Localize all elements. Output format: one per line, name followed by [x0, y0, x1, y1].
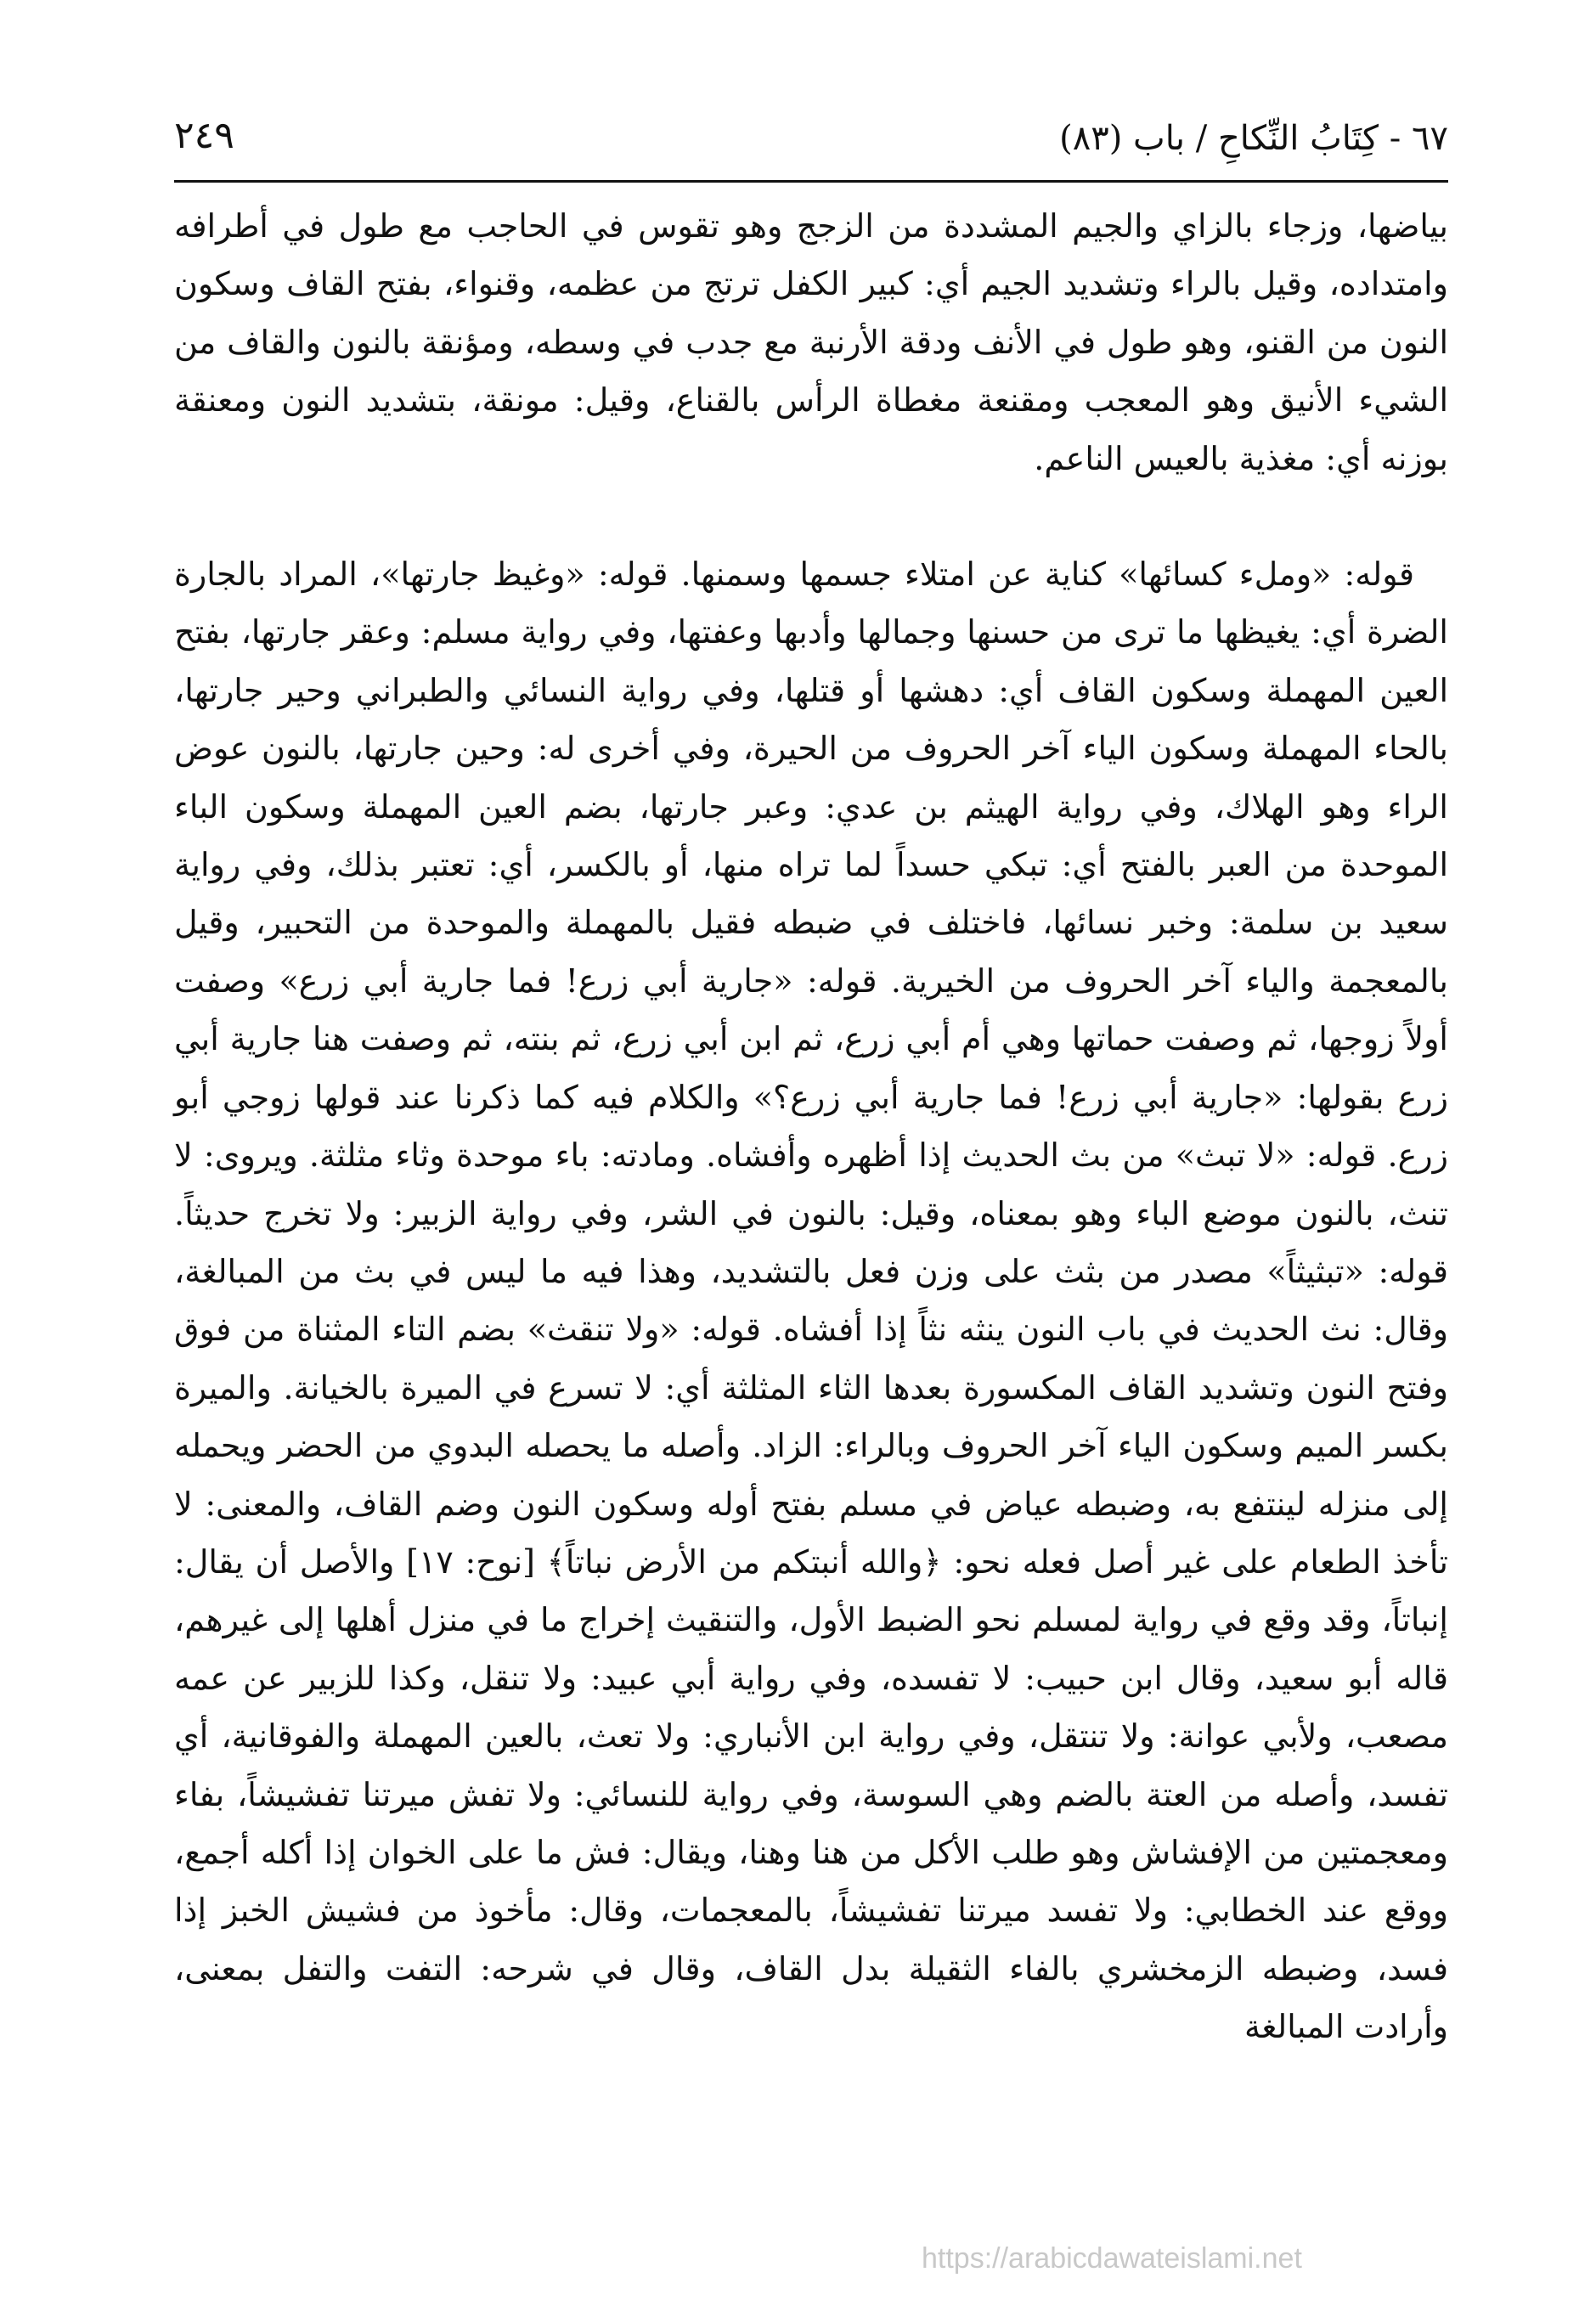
running-title: ٦٧ - كِتَابُ النِّكاحِ / باب (٨٣) [1059, 119, 1448, 158]
page-header [174, 104, 1448, 172]
page-number: ٢٤٩ [174, 114, 234, 157]
watermark-url: https://arabicdawateislami.net [922, 2242, 1302, 2275]
header-rule [174, 180, 1448, 183]
paragraph-1: بياضها، وزجاء بالزاي والجيم المشددة من الزجج وهو تقوس في الحاجب مع طول في أطرافه وامتداده، وقيل بالراء وتشديد الجيم أي: كبير الكفل ترتج من عظمه، وقنواء، بفتح القاف وسكون النون من القنو، وهو طول في الأنف ودقة الأرنبة مع جدب في وسطه، ومؤنقة بالنون والقاف من الشيء الأنيق وهو المعجب ومقنعة مغطاة الرأس بالقناع، وقيل: مونقة، بتشديد النون ومعنقة بوزنه أي: مغذية بالعيس الناعم. [174, 207, 1448, 477]
paragraph-2: قوله: «وملء كسائها» كناية عن امتلاء جسمها وسمنها. قوله: «وغيظ جارتها»، المراد بالجارة الضرة أي: يغيظها ما ترى من حسنها وجمالها وأدبها وعفتها، وفي رواية مسلم: وعقر جارتها، بفتح العين المهملة وسكون القاف أي: دهشها أو قتلها، وفي رواية النسائي والطبراني وحير جارتها، بالحاء المهملة وسكون الياء آخر الحروف من الحيرة، وفي أخرى له: وحين جارتها، بالنون عوض الراء وهو الهلاك، وفي رواية الهيثم بن عدي: وعبر جارتها، بضم العين المهملة وسكون الباء الموحدة من العبر بالفتح أي: تبكي حسداً لما تراه منها، أو بالكسر، أي: تعتبر بذلك، وفي رواية سعيد بن سلمة: وخبر نسائها، فاختلف في ضبطه فقيل بالمهملة والموحدة من التحبير، وقيل بالمعجمة والياء آخر الحروف من الخيرية. قوله: «جارية أبي زرع! فما جارية أبي زرع» وصفت أولاً زوجها، ثم وصفت حماتها وهي أم أبي زرع، ثم ابن أبي زرع، ثم بنته، ثم وصفت هنا جارية أبي زرع بقولها: «جارية أبي زرع! فما جارية أبي زرع؟» والكلام فيه كما ذكرنا عند قولها زوجي أبو زرع. قوله: «لا تبث» من بث الحديث إذا أظهره وأفشاه. ومادته: باء موحدة وثاء مثلثة. ويروى: لا تنث، بالنون موضع الباء وهو بمعناه، وقيل: بالنون في الشر، وفي رواية الزبير: ولا تخرج حديثاً. قوله: «تبثيثاً» مصدر من بثث على وزن فعل بالتشديد، وهذا فيه ما ليس في بث من المبالغة، وقال: نث الحديث في باب النون ينثه نثاً إذا أفشاه. قوله: «ولا تنقث» بضم التاء المثناة من فوق وفتح النون وتشديد القاف المكسورة بعدها الثاء المثلثة أي: لا تسرع في الميرة بالخيانة. والميرة بكسر الميم وسكون الياء آخر الحروف وبالراء: الزاد. وأصله ما يحصله البدوي من الحضر ويحمله إلى منزله لينتفع به، وضبطه عياض في مسلم بفتح أوله وسكون النون وضم القاف، والمعنى: لا تأخذ الطعام على غير أصل فعله نحو: ﴿والله أنبتكم من الأرض نباتاً﴾ [نوح: ١٧] والأصل أن يقال: إنباتاً، وقد وقع في رواية لمسلم نحو الضبط الأول، والتنقيث إخراج ما في منزل أهلها إلى غيرهم، قاله أبو سعيد، وقال ابن حبيب: لا تفسده، وفي رواية أبي عبيد: ولا تنقل، وكذا للزبير عن عمه مصعب، ولأبي عوانة: ولا تنتقل، وفي رواية ابن الأنباري: ولا تعث، بالعين المهملة والفوقانية، أي تفسد، وأصله من العتة بالضم وهي السوسة، وفي رواية للنسائي: ولا تفش ميرتنا تفشيشاً، بفاء ومعجمتين من الإفشاش وهو طلب الأكل من هنا وهنا، ويقال: فش ما على الخوان إذا أكله أجمع، ووقع عند الخطابي: ولا تفسد ميرتنا تفشيشاً، بالمعجمات، وقال: مأخوذ من فشيش الخبز إذا فسد، وضبطه الزمخشري بالفاء الثقيلة بدل القاف، وقال في شرحه: التفت والتفل بمعنى، وأرادت المبالغة [174, 555, 1448, 2046]
page-body [174, 197, 1448, 2056]
